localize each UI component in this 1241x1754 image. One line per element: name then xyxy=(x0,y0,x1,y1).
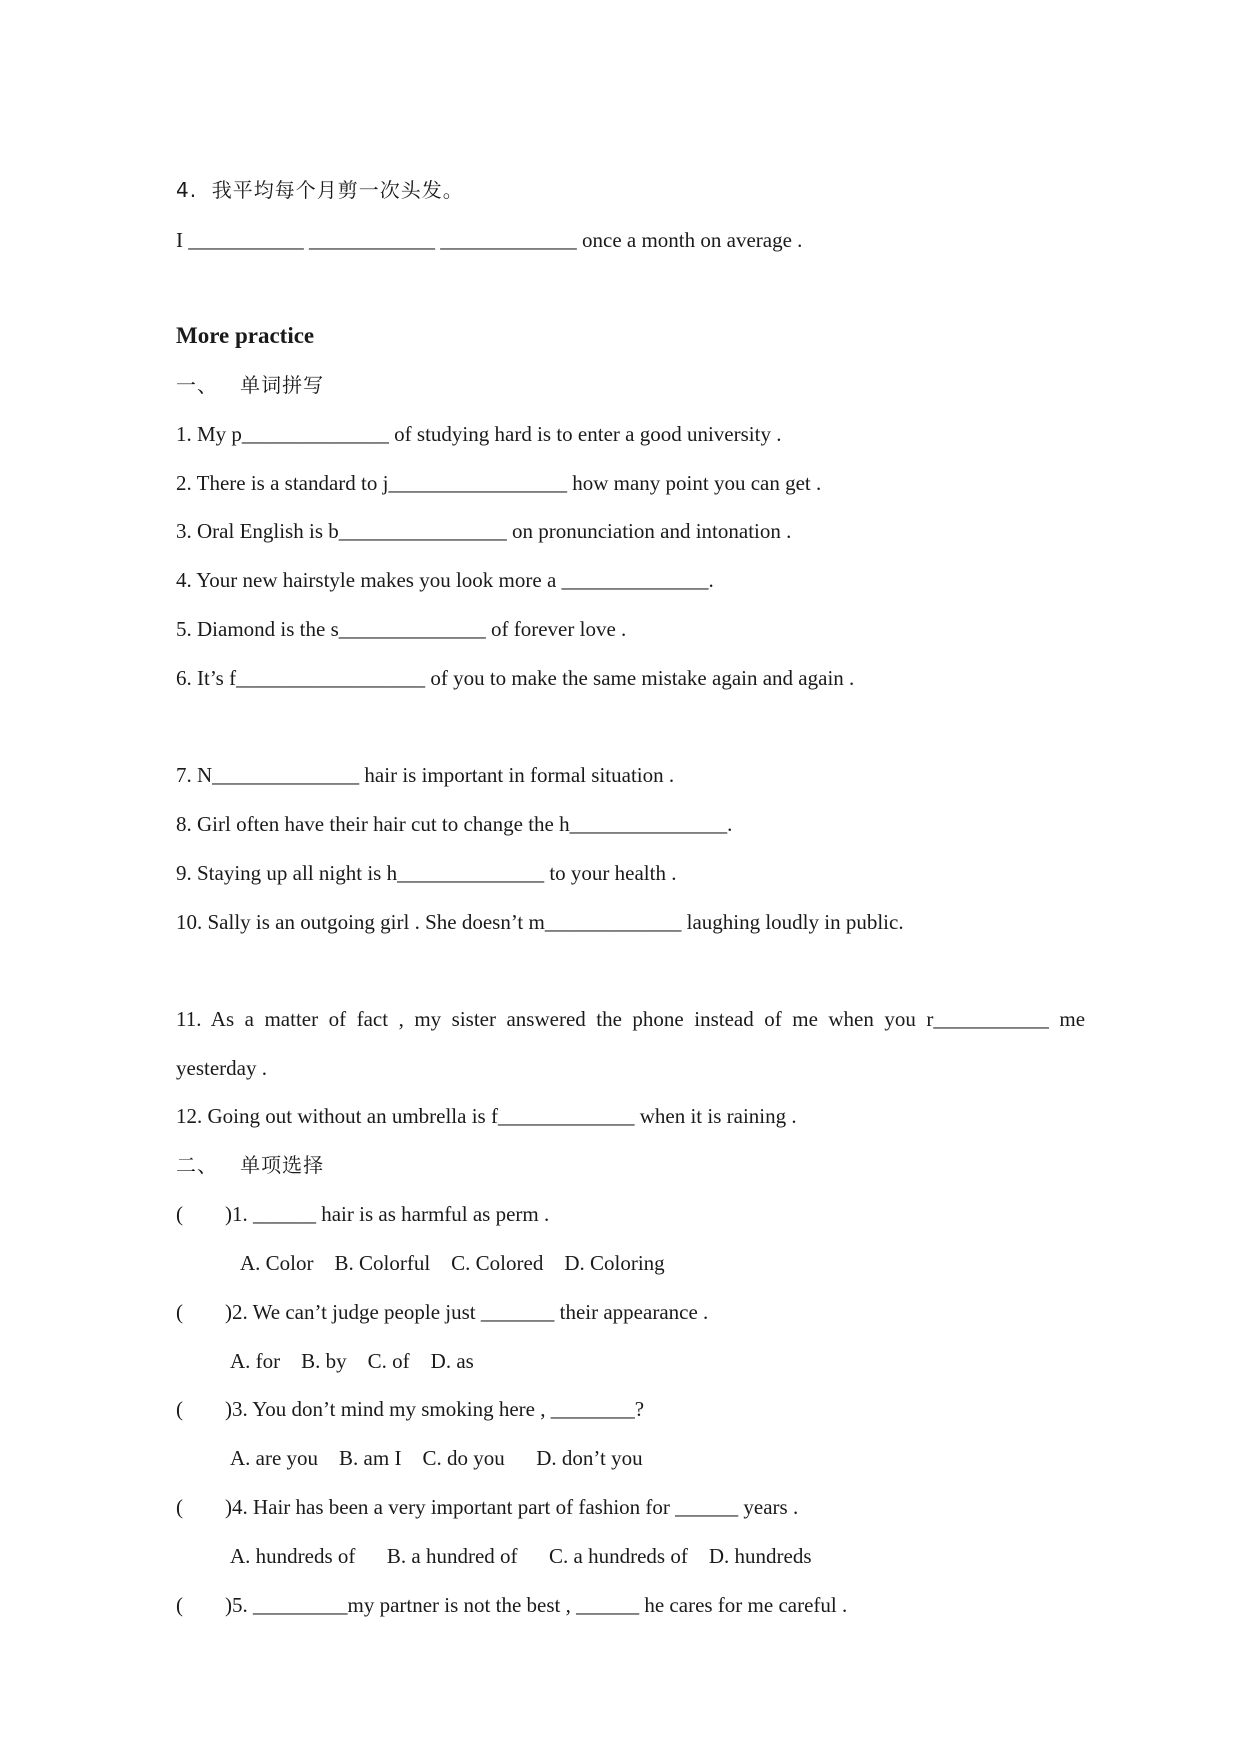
spelling-item-8: 8. Girl often have their hair cut to change the h_______________. xyxy=(176,812,733,836)
mc-question-2: ( )2. We can’t judge people just _______ their appearance . xyxy=(176,1300,709,1324)
translation-q4-prompt: 4. 我平均每个月剪一次头发。 xyxy=(176,178,464,202)
spelling-item-10: 10. Sally is an outgoing girl . She doesn’t m_____________ laughing loudly in public. xyxy=(176,910,904,934)
mc-question-1: ( )1. ______ hair is as harmful as perm . xyxy=(176,1202,550,1226)
spelling-item-3: 3. Oral English is b________________ on pronunciation and intonation . xyxy=(176,519,792,543)
spelling-item-11-continued: yesterday . xyxy=(176,1056,267,1080)
section-heading: More practice xyxy=(176,323,315,348)
spelling-item-1: 1. My p______________ of studying hard is to enter a good university . xyxy=(176,422,782,446)
mc-question-4: ( )4. Hair has been a very important part of fashion for ______ years . xyxy=(176,1495,799,1519)
spelling-item-11: 11. As a matter of fact , my sister answered the phone instead of me when you r___________ me xyxy=(176,1007,1086,1031)
section-2-title: 二、 单项选择 xyxy=(176,1153,325,1177)
spelling-item-4: 4. Your new hairstyle makes you look more a ______________. xyxy=(176,568,714,592)
translation-q4-answer: I ___________ ____________ _____________ once a month on average . xyxy=(176,228,803,252)
section-1-title: 一、 单词拼写 xyxy=(176,373,325,397)
spelling-item-9: 9. Staying up all night is h______________ to your health . xyxy=(176,861,677,885)
spelling-item-5: 5. Diamond is the s______________ of forever love . xyxy=(176,617,627,641)
mc-options-1: A. Color B. Colorful C. Colored D. Coloring xyxy=(240,1251,665,1275)
mc-options-4: A. hundreds of B. a hundred of C. a hundreds of D. hundreds xyxy=(230,1544,812,1568)
mc-options-3: A. are you B. am I C. do you D. don’t you xyxy=(230,1446,643,1470)
mc-question-3: ( )3. You don’t mind my smoking here , ________? xyxy=(176,1397,645,1421)
mc-question-5: ( )5. _________my partner is not the best , ______ he cares for me careful . xyxy=(176,1593,848,1617)
mc-options-2: A. for B. by C. of D. as xyxy=(230,1349,474,1373)
spelling-item-6: 6. It’s f__________________ of you to make the same mistake again and again . xyxy=(176,666,855,690)
spelling-item-2: 2. There is a standard to j_________________ how many point you can get . xyxy=(176,471,822,495)
spelling-item-7: 7. N______________ hair is important in formal situation . xyxy=(176,763,675,787)
spelling-item-12: 12. Going out without an umbrella is f_____________ when it is raining . xyxy=(176,1104,797,1128)
